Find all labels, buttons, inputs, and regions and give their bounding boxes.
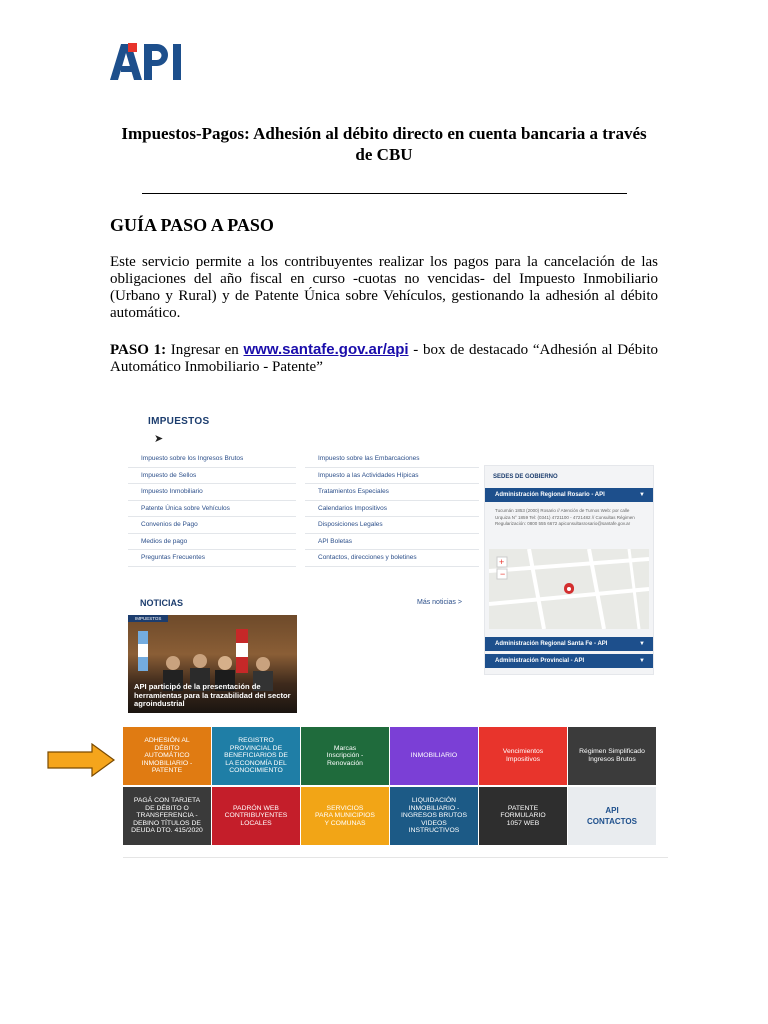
impuesto-link[interactable]: Impuesto Inmobiliario <box>128 484 296 501</box>
service-tile[interactable]: INMOBILIARIO <box>390 727 478 785</box>
impuestos-heading: IMPUESTOS <box>148 416 210 427</box>
provincial-bar[interactable] <box>485 654 653 668</box>
service-tile[interactable]: Vencimientos Impositivos <box>479 727 567 785</box>
chevron-down-icon: ▼ <box>639 658 645 664</box>
impuesto-link[interactable]: API Boletas <box>305 534 479 551</box>
santa-fe-bar[interactable] <box>485 637 653 651</box>
title-divider <box>142 193 627 194</box>
news-photo <box>128 621 297 691</box>
impuesto-link[interactable]: Disposiciones Legales <box>305 517 479 534</box>
santa-fe-bar-label: Administración Regional Santa Fe - API <box>495 641 608 647</box>
more-news-link[interactable]: Más noticias > <box>417 599 462 606</box>
service-tile[interactable]: Régimen Simplificado Ingresos Brutos <box>568 727 656 785</box>
service-tile[interactable]: ADHESIÓN AL DÉBITO AUTOMÁTICO INMOBILIARIO - PATENTE <box>123 727 211 785</box>
news-card[interactable] <box>128 615 297 713</box>
service-tile[interactable]: API CONTACTOS <box>568 787 656 845</box>
location-map[interactable] <box>489 549 649 629</box>
service-tile[interactable]: Marcas Inscripción - Renovación <box>301 727 389 785</box>
screenshot-bottom-divider <box>123 857 668 858</box>
step-1-pre: Ingresar en <box>170 342 239 358</box>
impuesto-link[interactable]: Impuesto sobre los Ingresos Brutos <box>128 451 296 468</box>
impuesto-link[interactable]: Patente Única sobre Vehículos <box>128 501 296 518</box>
impuesto-link[interactable]: Tratamientos Especiales <box>305 484 479 501</box>
santafe-api-link[interactable]: www.santafe.gov.ar/api <box>243 341 409 358</box>
impuestos-column-2 <box>305 451 479 567</box>
step-1-post: - box de destacado “Adhesión al Débito Automático Inmobiliario - Patente” <box>110 342 659 375</box>
impuesto-link[interactable]: Preguntas Frecuentes <box>128 550 296 567</box>
api-logo <box>110 42 192 82</box>
svg-text:−: − <box>500 569 506 579</box>
mouse-cursor-icon: ➤ <box>154 433 164 445</box>
provincial-bar-label: Administración Provincial - API <box>495 658 585 664</box>
news-heading: NOTICIAS <box>140 598 184 608</box>
news-caption: API participó de la presentación de herramientas para la trazabilidad del sector agroindustrial <box>134 682 291 709</box>
impuesto-link[interactable]: Medios de pago <box>128 534 296 551</box>
step-1-label: PASO 1: <box>110 342 167 358</box>
impuesto-link[interactable]: Impuesto sobre las Embarcaciones <box>305 451 479 468</box>
svg-text:+: + <box>499 557 505 567</box>
service-tile[interactable]: PAGÁ CON TARJETA DE DÉBITO O TRANSFERENCIA - DEBINO TÍTULOS DE DEUDA DTO. 415/2020 <box>123 787 211 845</box>
website-screenshot <box>123 405 668 857</box>
impuesto-link[interactable]: Impuesto de Sellos <box>128 468 296 485</box>
chevron-down-icon: ▼ <box>639 641 645 647</box>
service-tiles-grid <box>123 727 657 847</box>
news-tag: IMPUESTOS <box>128 615 168 622</box>
rosario-bar-label: Administración Regional Rosario - API <box>495 492 605 498</box>
impuesto-link[interactable]: Convenios de Pago <box>128 517 296 534</box>
impuesto-link[interactable]: Contactos, direcciones y boletines <box>305 550 479 567</box>
service-tile[interactable]: SERVICIOS PARA MUNICIPIOS Y COMUNAS <box>301 787 389 845</box>
document-title: Impuestos-Pagos: Adhesión al débito directo en cuenta bancaria a través de CBU <box>121 124 647 164</box>
impuestos-column-1 <box>128 451 296 567</box>
chevron-down-icon: ▼ <box>639 492 645 498</box>
sedes-panel <box>484 465 654 675</box>
intro-paragraph: Este servicio permite a los contribuyentes realizar los pagos para la cancelación de las obligaciones del año fiscal en curso -cuotas no vencidas- del Impuesto Inmobiliario (Urbano y Rural) y de Patente Única sobre Vehículos, gestionando la adhesión al débito automático. <box>110 254 658 321</box>
impuesto-link[interactable]: Calendarios Impositivos <box>305 501 479 518</box>
service-tile[interactable]: REGISTRO PROVINCIAL DE BENEFICIARIOS DE LA ECONOMÍA DEL CONOCIMIENTO <box>212 727 300 785</box>
rosario-bar[interactable] <box>485 488 653 502</box>
service-tile[interactable]: LIQUIDACIÓN INMOBILIARIO - INGRESOS BRUTOS VIDEOS INSTRUCTIVOS <box>390 787 478 845</box>
rosario-address: Tucumán 1853 (2000) Rosario // Atención de Turnos Web: por calle Urquiza N° 1859 Tel: (0341) 4721100 - 4721482 // Consultas Régimen Regularización: 0800 555 6672 apiconsultasrosario@santafe.gov.ar <box>495 508 635 526</box>
sedes-heading: SEDES DE GOBIERNO <box>493 474 558 480</box>
service-tile[interactable]: PADRÓN WEB CONTRIBUYENTES LOCALES <box>212 787 300 845</box>
service-tile[interactable]: PATENTE FORMULARIO 1057 WEB <box>479 787 567 845</box>
map-drawing <box>489 549 649 629</box>
impuesto-link[interactable]: Impuesto a las Actividades Hípicas <box>305 468 479 485</box>
arrow-pointer-icon <box>46 743 116 777</box>
step-1-paragraph <box>110 341 658 376</box>
guide-heading: GUÍA PASO A PASO <box>110 215 274 235</box>
